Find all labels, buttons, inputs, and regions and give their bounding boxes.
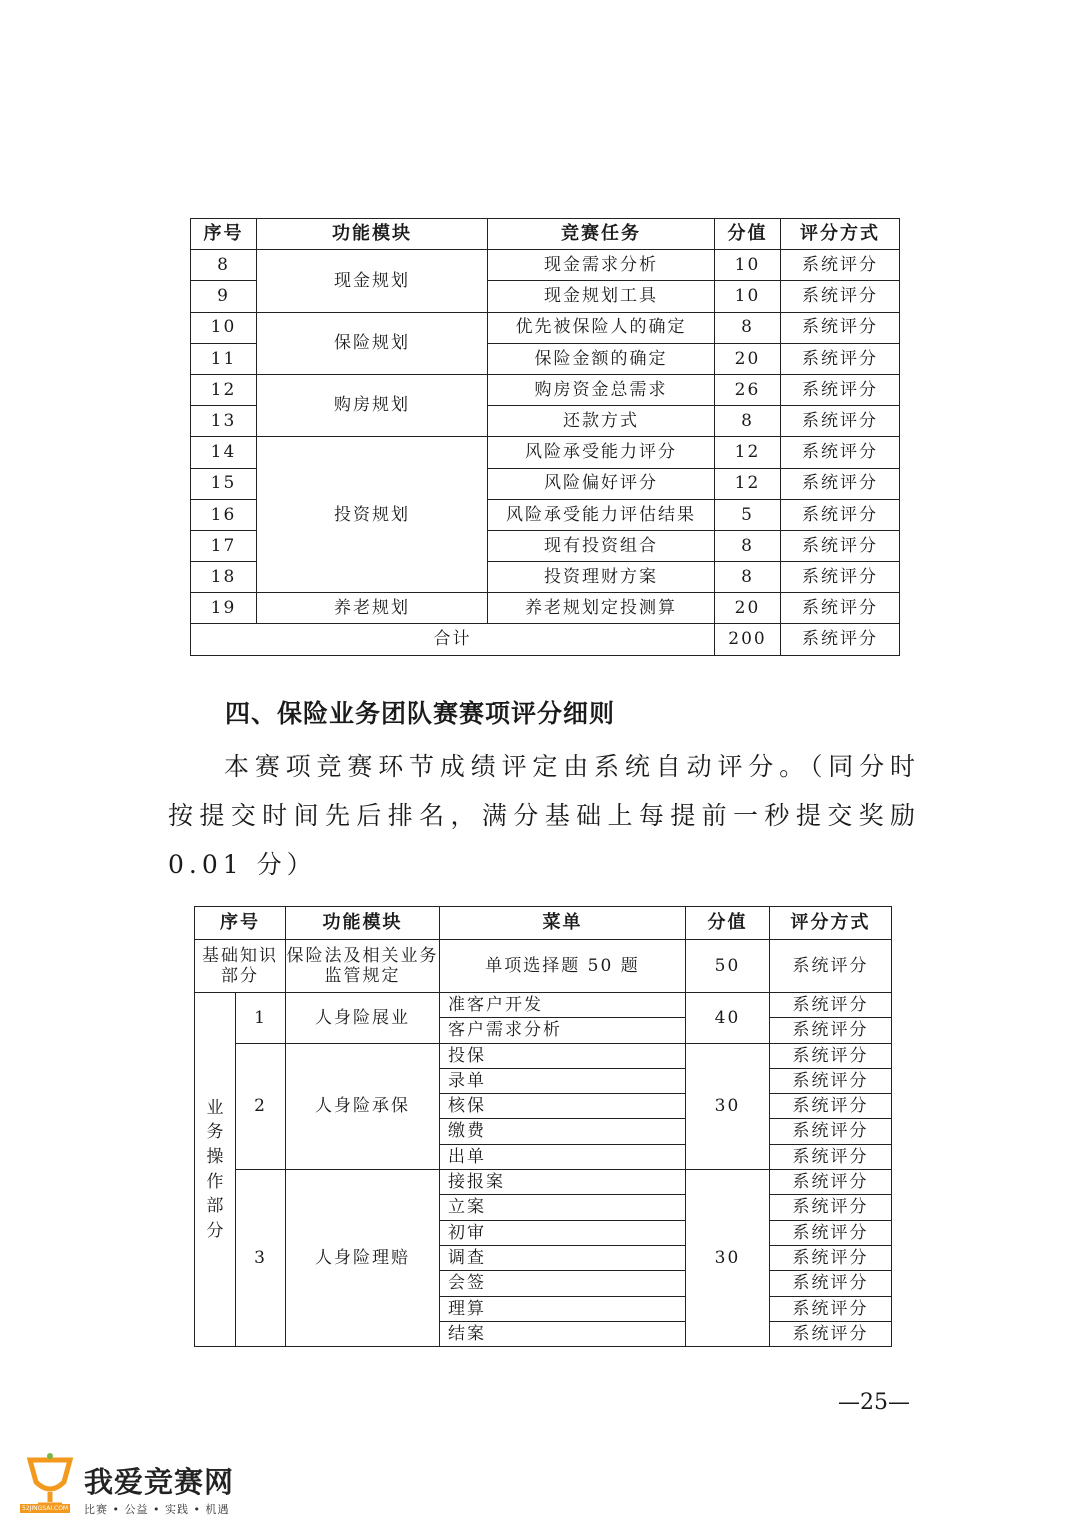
menu-cell: 调查 (440, 1245, 686, 1270)
ops-section-cell (195, 993, 236, 1347)
ops-section-char: 分 (206, 1220, 224, 1241)
table-row (195, 907, 892, 940)
menu-cell: 初审 (440, 1220, 686, 1245)
score-cell: 8 (715, 530, 781, 561)
menu-cell: 客户需求分析 (440, 1018, 686, 1043)
menu-cell: 结案 (440, 1321, 686, 1346)
row-number: 1 (236, 993, 286, 1044)
score-cell: 5 (715, 499, 781, 530)
column-header: 功能模块 (286, 907, 440, 940)
scoring-table-1 (190, 218, 900, 656)
method-cell: 系统评分 (770, 1321, 892, 1346)
method-cell: 系统评分 (770, 1296, 892, 1321)
menu-cell: 录单 (440, 1068, 686, 1093)
method-cell: 系统评分 (770, 1271, 892, 1296)
section-heading: 四、保险业务团队赛赛项评分细则 (225, 699, 616, 728)
total-label: 合计 (191, 624, 715, 655)
method-cell: 系统评分 (770, 1220, 892, 1245)
trophy-icon (20, 1452, 80, 1512)
ops-section-char: 操 (206, 1146, 224, 1167)
table-row (191, 219, 900, 250)
task-cell: 风险承受能力评估结果 (488, 499, 715, 530)
table-row (191, 624, 900, 655)
column-header: 评分方式 (770, 907, 892, 940)
task-cell: 风险承受能力评分 (488, 437, 715, 468)
column-header: 竞赛任务 (488, 219, 715, 250)
row-number: 11 (191, 343, 257, 374)
table-row (191, 593, 900, 624)
method-cell: 系统评分 (781, 374, 900, 405)
table-row (195, 1170, 892, 1195)
module-cell: 人身险理赔 (286, 1170, 440, 1347)
column-header: 分值 (715, 219, 781, 250)
row-number: 9 (191, 281, 257, 312)
score-cell: 50 (686, 940, 770, 993)
row-number: 10 (191, 312, 257, 343)
method-cell: 系统评分 (770, 1144, 892, 1169)
column-header: 功能模块 (257, 219, 488, 250)
method-cell: 系统评分 (770, 1245, 892, 1270)
method-cell: 系统评分 (781, 343, 900, 374)
column-header: 序号 (195, 907, 286, 940)
task-cell: 购房资金总需求 (488, 374, 715, 405)
total-score: 200 (715, 624, 781, 655)
ops-section-char: 务 (206, 1122, 224, 1143)
row-number: 13 (191, 406, 257, 437)
method-cell: 系统评分 (770, 940, 892, 993)
method-cell: 系统评分 (781, 562, 900, 593)
ops-section-char: 部 (206, 1196, 224, 1217)
menu-cell: 单项选择题 50 题 (440, 940, 686, 993)
menu-cell: 核保 (440, 1094, 686, 1119)
module-cell: 人身险展业 (286, 993, 440, 1044)
task-cell: 投资理财方案 (488, 562, 715, 593)
method-cell: 系统评分 (770, 1195, 892, 1220)
table-row (191, 312, 900, 343)
score-cell: 8 (715, 312, 781, 343)
watermark-logo (20, 1452, 260, 1522)
table-row (191, 437, 900, 468)
row-number: 8 (191, 250, 257, 281)
task-cell: 还款方式 (488, 406, 715, 437)
score-cell: 20 (715, 343, 781, 374)
method-cell: 系统评分 (781, 593, 900, 624)
menu-cell: 准客户开发 (440, 993, 686, 1018)
watermark-url: 52JINGSAI.COM (22, 1505, 69, 1512)
task-cell: 现金规划工具 (488, 281, 715, 312)
table-row (195, 940, 892, 993)
method-cell: 系统评分 (781, 406, 900, 437)
scoring-table-2 (194, 906, 892, 1347)
row-number: 15 (191, 468, 257, 499)
method-cell: 系统评分 (770, 1170, 892, 1195)
score-cell: 26 (715, 374, 781, 405)
module-cell: 人身险承保 (286, 1043, 440, 1169)
module-cell: 养老规划 (257, 593, 488, 624)
column-header: 分值 (686, 907, 770, 940)
watermark-name: 我爱竞赛网 (84, 1465, 235, 1499)
row-number: 12 (191, 374, 257, 405)
module-cell: 投资规划 (257, 437, 488, 593)
method-cell: 系统评分 (770, 1119, 892, 1144)
task-cell: 保险金额的确定 (488, 343, 715, 374)
method-cell: 系统评分 (770, 1094, 892, 1119)
method-cell: 系统评分 (781, 312, 900, 343)
method-cell: 系统评分 (770, 1043, 892, 1068)
score-cell: 10 (715, 250, 781, 281)
table-row (191, 374, 900, 405)
column-header: 序号 (191, 219, 257, 250)
row-number: 2 (236, 1043, 286, 1169)
row-number: 3 (236, 1170, 286, 1347)
score-cell: 20 (715, 593, 781, 624)
score-cell: 12 (715, 468, 781, 499)
module-cell: 保险规划 (257, 312, 488, 374)
page-number: —25— (838, 1390, 910, 1415)
task-cell: 养老规划定投测算 (488, 593, 715, 624)
menu-cell: 接报案 (440, 1170, 686, 1195)
row-number: 14 (191, 437, 257, 468)
table-row (195, 993, 892, 1018)
task-cell: 风险偏好评分 (488, 468, 715, 499)
score-cell: 10 (715, 281, 781, 312)
score-cell: 12 (715, 437, 781, 468)
method-cell: 系统评分 (770, 1018, 892, 1043)
module-cell: 保险法及相关业务监管规定 (286, 940, 440, 993)
score-cell: 8 (715, 406, 781, 437)
row-number: 16 (191, 499, 257, 530)
task-cell: 现金需求分析 (488, 250, 715, 281)
task-cell: 现有投资组合 (488, 530, 715, 561)
menu-cell: 出单 (440, 1144, 686, 1169)
score-cell: 8 (715, 562, 781, 593)
method-cell: 系统评分 (781, 530, 900, 561)
method-cell: 系统评分 (781, 468, 900, 499)
row-number: 19 (191, 593, 257, 624)
task-cell: 优先被保险人的确定 (488, 312, 715, 343)
score-cell: 40 (686, 993, 770, 1044)
basic-section-cell: 基础知识部分 (195, 940, 286, 993)
watermark-slogan: 比赛 • 公益 • 实践 • 机遇 (84, 1503, 230, 1516)
method-cell: 系统评分 (781, 437, 900, 468)
column-header: 菜单 (440, 907, 686, 940)
row-number: 18 (191, 562, 257, 593)
method-cell: 系统评分 (781, 281, 900, 312)
ops-section-char: 作 (206, 1171, 224, 1192)
module-cell: 现金规划 (257, 250, 488, 312)
row-number: 17 (191, 530, 257, 561)
menu-cell: 立案 (440, 1195, 686, 1220)
method-cell: 系统评分 (770, 993, 892, 1018)
ops-section-char: 业 (206, 1097, 224, 1118)
column-header: 评分方式 (781, 219, 900, 250)
method-cell: 系统评分 (781, 250, 900, 281)
score-cell: 30 (686, 1170, 770, 1347)
method-cell: 系统评分 (781, 499, 900, 530)
menu-cell: 缴费 (440, 1119, 686, 1144)
table-row (195, 1043, 892, 1068)
menu-cell: 投保 (440, 1043, 686, 1068)
score-cell: 30 (686, 1043, 770, 1169)
menu-cell: 理算 (440, 1296, 686, 1321)
section-paragraph: 本赛项竞赛环节成绩评定由系统自动评分。（同分时按提交时间先后排名，满分基础上每提前一秒提交奖励 0.01 分） (168, 752, 920, 879)
method-cell: 系统评分 (770, 1068, 892, 1093)
module-cell: 购房规划 (257, 374, 488, 436)
menu-cell: 会签 (440, 1271, 686, 1296)
table-row (191, 250, 900, 281)
total-method: 系统评分 (781, 624, 900, 655)
